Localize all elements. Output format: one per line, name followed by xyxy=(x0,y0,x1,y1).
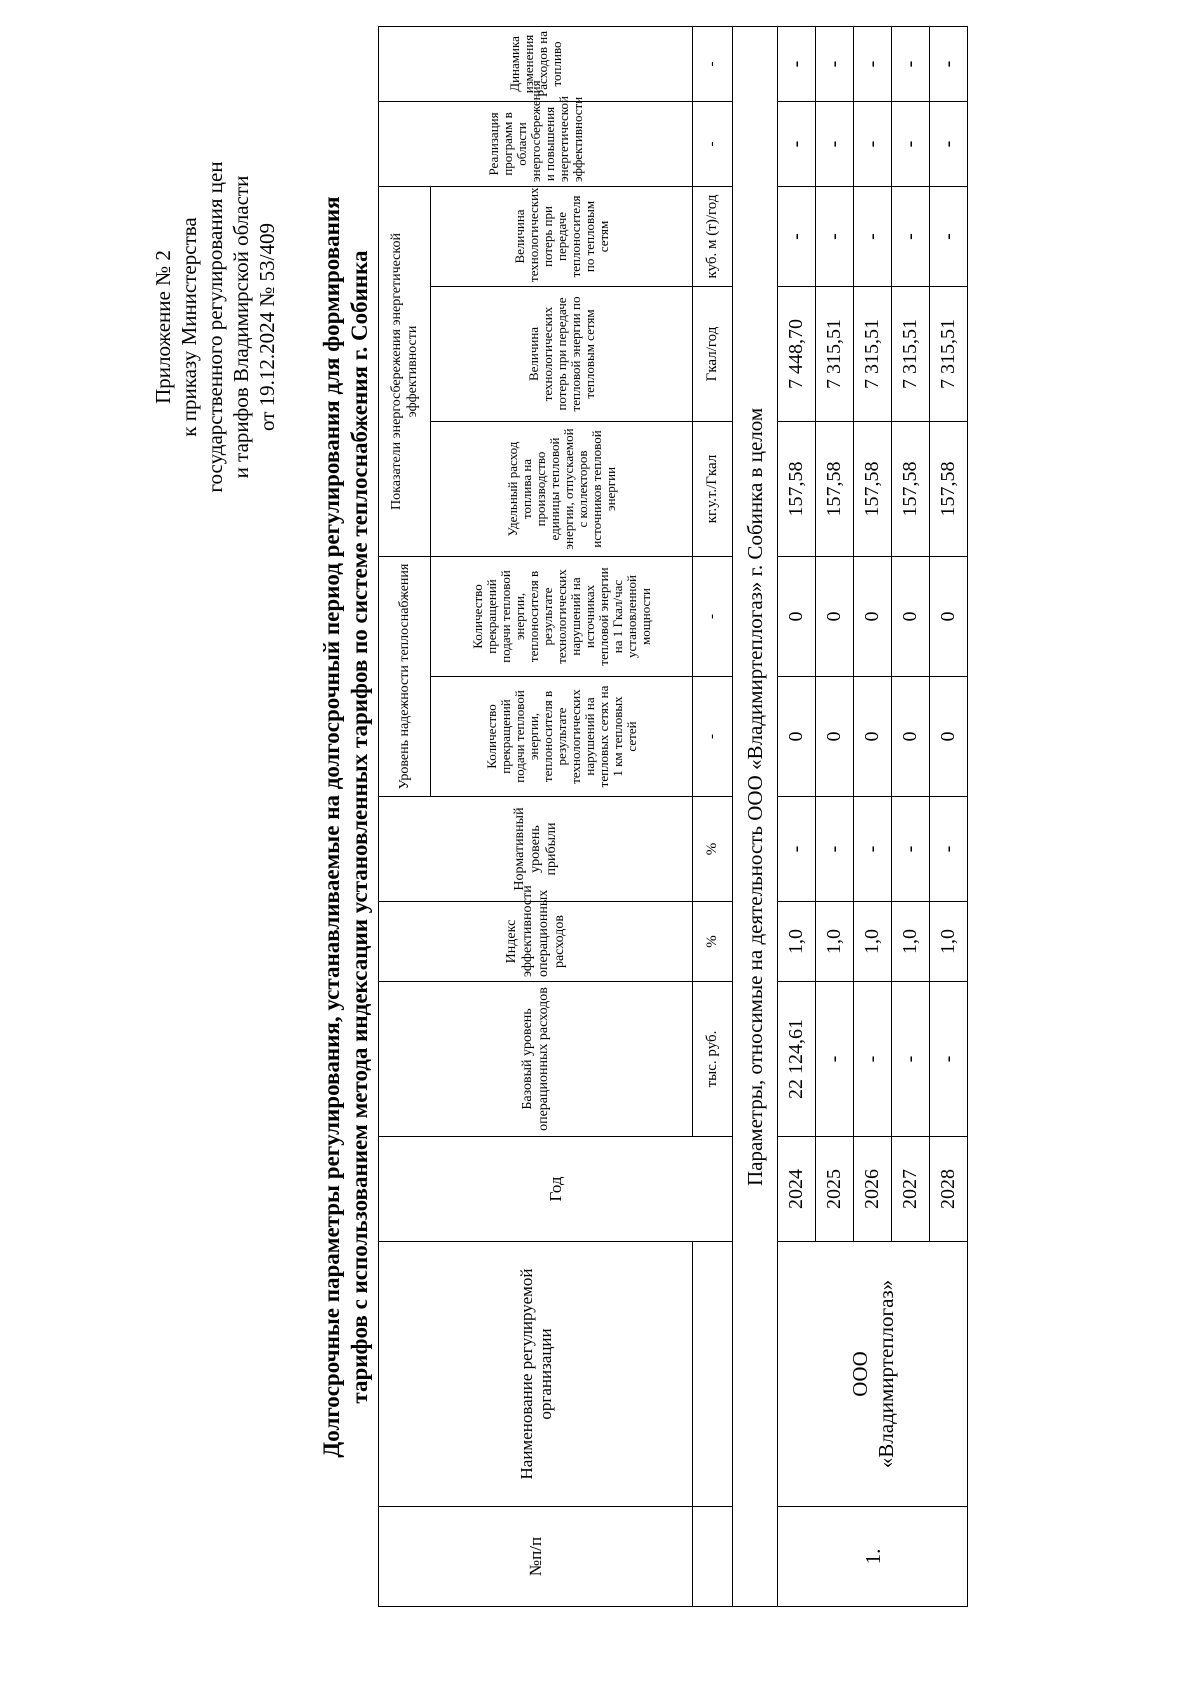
cell-efficiency-index: 1,0 xyxy=(930,902,968,982)
cell-fuel-dynamics: - xyxy=(816,26,854,101)
header-year: Год xyxy=(379,1137,733,1242)
cell-profit-level: - xyxy=(930,797,968,902)
cell-programs: - xyxy=(930,101,968,186)
cell-fuel-dynamics: - xyxy=(892,26,930,101)
appendix-block xyxy=(150,77,280,577)
cell-outages-sources: 0 xyxy=(930,556,968,676)
section-label: Параметры, относимые на деятельность ООО «Владимиртеплогаз» г. Собинка в целом xyxy=(733,26,778,1606)
header-fuel-dynamics: Динамика изменения Расходов на топливо xyxy=(379,26,693,101)
cell-heat-losses: 7 315,51 xyxy=(930,286,968,421)
cell-heat-losses: 7 315,51 xyxy=(816,286,854,421)
cell-fuel-dynamics: - xyxy=(930,26,968,101)
header-heat-losses: Величина технологических потерь при передаче тепловой энергии по тепловым сетям xyxy=(431,286,693,421)
cell-year: 2025 xyxy=(816,1137,854,1242)
cell-base-opex: - xyxy=(816,982,854,1137)
cell-specific-fuel: 157,58 xyxy=(778,421,816,556)
cell-outages-networks: 0 xyxy=(816,677,854,797)
cell-programs: - xyxy=(892,101,930,186)
unit-outages-sources: - xyxy=(693,556,733,676)
header-reliability-group: Уровень надежности теплоснабжения xyxy=(379,556,431,796)
cell-year: 2027 xyxy=(892,1137,930,1242)
cell-outages-sources: 0 xyxy=(854,556,892,676)
org-name-line-2: «Владимиртеплогаз» xyxy=(873,1279,898,1469)
unit-carrier-losses: куб. м (т)/год xyxy=(693,186,733,286)
cell-year: 2026 xyxy=(854,1137,892,1242)
cell-heat-losses: 7 315,51 xyxy=(892,286,930,421)
parameters-table-wrap xyxy=(378,30,968,1607)
header-outages-networks: Количество прекращений подачи тепловой энергии, теплоносителя в результате технологических нарушений на тепловых сетях на 1 км тепловых сетей xyxy=(431,677,693,797)
cell-carrier-losses: - xyxy=(816,186,854,286)
cell-base-opex: - xyxy=(892,982,930,1137)
header-num: №п/п xyxy=(379,1507,693,1607)
cell-specific-fuel: 157,58 xyxy=(930,421,968,556)
header-energy-group: Показатели энергосбережения энергетической эффективности xyxy=(379,186,431,556)
parameters-table xyxy=(378,26,968,1607)
cell-specific-fuel: 157,58 xyxy=(892,421,930,556)
cell-fuel-dynamics: - xyxy=(854,26,892,101)
cell-programs: - xyxy=(778,101,816,186)
unit-programs: - xyxy=(693,101,733,186)
unit-heat-losses: Гкал/год xyxy=(693,286,733,421)
org-name xyxy=(778,1242,968,1507)
cell-base-opex: - xyxy=(930,982,968,1137)
unit-spacer xyxy=(693,1242,733,1507)
unit-spacer xyxy=(693,1507,733,1607)
cell-efficiency-index: 1,0 xyxy=(778,902,816,982)
header-carrier-losses: Величина технологических потерь при передаче теплоносителя по тепловым сетям xyxy=(431,186,693,286)
cell-outages-networks: 0 xyxy=(778,677,816,797)
cell-carrier-losses: - xyxy=(854,186,892,286)
cell-year: 2024 xyxy=(778,1137,816,1242)
cell-base-opex: 22 124,61 xyxy=(778,982,816,1137)
cell-outages-networks: 0 xyxy=(854,677,892,797)
cell-programs: - xyxy=(854,101,892,186)
title-line-2: тарифов с использованием метода индексации установленных тарифов по системе теплоснабжения г. Собинка xyxy=(347,250,372,1404)
cell-outages-sources: 0 xyxy=(816,556,854,676)
document-title xyxy=(318,47,374,1607)
cell-year: 2028 xyxy=(930,1137,968,1242)
cell-carrier-losses: - xyxy=(892,186,930,286)
appendix-line: от 19.12.2024 № 53/409 xyxy=(255,222,279,432)
header-efficiency-index: Индекс эффективности операционных расходов xyxy=(379,902,693,982)
cell-outages-sources: 0 xyxy=(892,556,930,676)
cell-efficiency-index: 1,0 xyxy=(854,902,892,982)
unit-efficiency-index: % xyxy=(693,902,733,982)
cell-fuel-dynamics: - xyxy=(778,26,816,101)
cell-heat-losses: 7 448,70 xyxy=(778,286,816,421)
cell-specific-fuel: 157,58 xyxy=(854,421,892,556)
cell-outages-networks: 0 xyxy=(892,677,930,797)
cell-profit-level: - xyxy=(892,797,930,902)
appendix-line: и тарифов Владимирской области xyxy=(229,175,253,479)
cell-carrier-losses: - xyxy=(930,186,968,286)
cell-profit-level: - xyxy=(854,797,892,902)
header-profit-level: Нормативный уровень прибыли xyxy=(379,797,693,902)
header-org: Наименование регулируемой организации xyxy=(379,1242,693,1507)
title-line-1: Долгосрочные параметры регулирования, устанавливаемые на долгосрочный период регулирования для формирования xyxy=(319,196,344,1458)
cell-outages-networks: 0 xyxy=(930,677,968,797)
cell-efficiency-index: 1,0 xyxy=(816,902,854,982)
row-number: 1. xyxy=(778,1507,968,1607)
cell-profit-level: - xyxy=(816,797,854,902)
appendix-line: Приложение № 2 xyxy=(151,250,175,404)
unit-fuel-dynamics: - xyxy=(693,26,733,101)
header-base-opex: Базовый уровень операционных расходов xyxy=(379,982,693,1137)
org-name-line-1: ООО xyxy=(847,1351,872,1397)
cell-base-opex: - xyxy=(854,982,892,1137)
appendix-line: государственного регулирования цен xyxy=(203,161,227,493)
cell-programs: - xyxy=(816,101,854,186)
cell-carrier-losses: - xyxy=(778,186,816,286)
header-programs: Реализация программ в области энергосбережения и повышения энергетической эффективности xyxy=(379,101,693,186)
cell-specific-fuel: 157,58 xyxy=(816,421,854,556)
cell-outages-sources: 0 xyxy=(778,556,816,676)
cell-heat-losses: 7 315,51 xyxy=(854,286,892,421)
unit-specific-fuel: кг.у.т./Гкал xyxy=(693,421,733,556)
unit-outages-networks: - xyxy=(693,677,733,797)
appendix-line: к приказу Министерства xyxy=(177,217,201,437)
header-outages-sources: Количество прекращений подачи тепловой энергии, теплоносителя в результате технологических нарушений на источниках тепловой энергии на 1 Гкал/час установленной мощности xyxy=(431,556,693,676)
header-specific-fuel: Удельный расход топлива на производство единицы тепловой энергии, отпускаемой с коллекторов источников тепловой энергии xyxy=(431,421,693,556)
unit-profit-level: % xyxy=(693,797,733,902)
cell-profit-level: - xyxy=(778,797,816,902)
unit-base-opex: тыс. руб. xyxy=(693,982,733,1137)
cell-efficiency-index: 1,0 xyxy=(892,902,930,982)
